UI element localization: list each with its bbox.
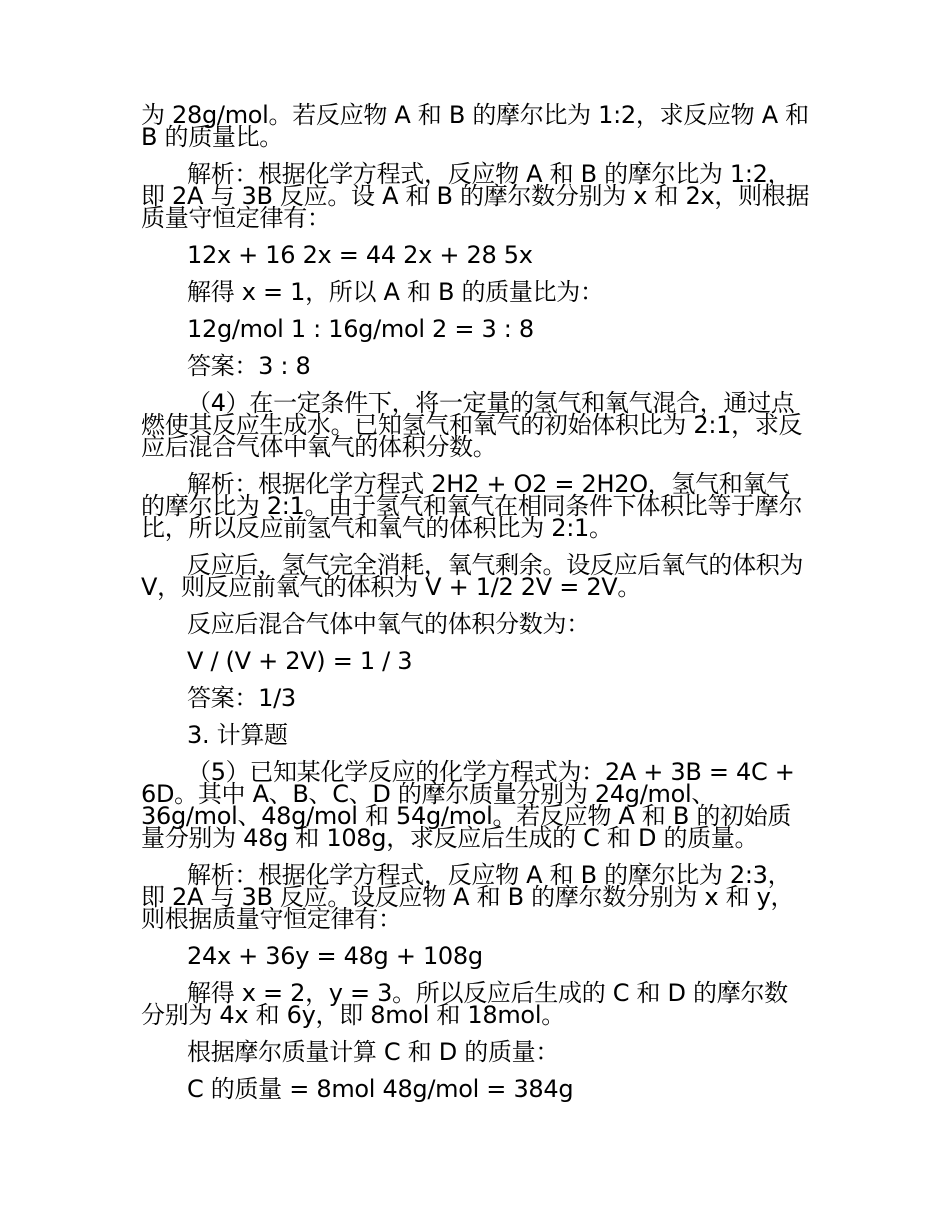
paragraph-question-5: （5）已知某化学反应的化学方程式为：2A + 3B = 4C + 6D。其中 A、B、C、D 的摩尔质量分别为 24g/mol、36g/mol、48g/mol 和 54g/mol。若反应物 A 和 B 的初始质量分别为 48g 和 108g，求反应后生成的 C 和 D 的质量。 — [141, 758, 795, 852]
document-body — [141, 101, 811, 1103]
equation-mass-ratio: 12g/mol 1 : 16g/mol 2 = 3 : 8 — [187, 315, 534, 343]
paragraph-answer: 答案：1/3 — [187, 684, 296, 712]
paragraph-analysis: 解析：根据化学方程式，反应物 A 和 B 的摩尔比为 2:3，即 2A 与 3B 反应。设反应物 A 和 B 的摩尔数分别为 x 和 y，则根据质量守恒定律有： — [141, 861, 795, 933]
equation-mass-conservation: 12x + 16 2x = 44 2x + 28 5x — [187, 241, 533, 269]
equation-mass-conservation: 24x + 36y = 48g + 108g — [187, 942, 483, 970]
paragraph-solution: 解得 x = 1，所以 A 和 B 的质量比为： — [187, 278, 604, 306]
equation-volume-fraction: V / (V + 2V) = 1 / 3 — [187, 647, 413, 675]
paragraph-answer: 答案：3 : 8 — [187, 352, 311, 380]
paragraph-mass-calculation: 根据摩尔质量计算 C 和 D 的质量： — [187, 1038, 560, 1066]
equation-mass-of-c: C 的质量 = 8mol 48g/mol = 384g — [187, 1075, 574, 1103]
paragraph-analysis: 解析：根据化学方程式，反应物 A 和 B 的摩尔比为 1:2，即 2A 与 3B 反应。设 A 和 B 的摩尔数分别为 x 和 2x，则根据质量守恒定律有： — [141, 160, 810, 232]
paragraph-question-continuation: 为 28g/mol。若反应物 A 和 B 的摩尔比为 1:2，求反应物 A 和 B 的质量比。 — [141, 101, 809, 151]
paragraph-solution: 解得 x = 2，y = 3。所以反应后生成的 C 和 D 的摩尔数分别为 4x 和 6y，即 8mol 和 18mol。 — [141, 979, 788, 1029]
section-heading: 3. 计算题 — [187, 721, 288, 749]
paragraph-analysis: 解析：根据化学方程式 2H2 + O2 = 2H2O，氢气和氧气的摩尔比为 2:1。由于氢气和氧气在相同条件下体积比等于摩尔比，所以反应前氢气和氧气的体积比为 2:1。 — [141, 470, 803, 542]
paragraph-question-4: （4）在一定条件下，将一定量的氢气和氧气混合，通过点燃使其反应生成水。已知氢气和氧气的初始体积比为 2:1，求反应后混合气体中氧气的体积分数。 — [141, 389, 803, 461]
paragraph-analysis-continued: 反应后，氢气完全消耗，氧气剩余。设反应后氧气的体积为 V，则反应前氧气的体积为 V + 1/2 2V = 2V。 — [141, 551, 804, 601]
paragraph-volume-fraction: 反应后混合气体中氧气的体积分数为： — [187, 610, 590, 638]
